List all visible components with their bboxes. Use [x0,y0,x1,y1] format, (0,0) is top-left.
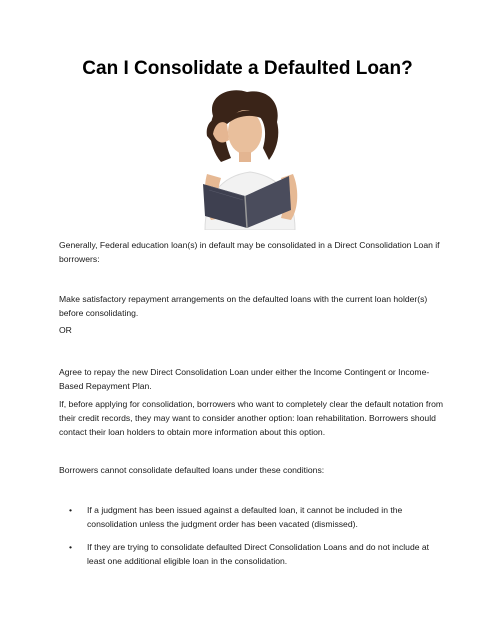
option-repayment-paragraph: Make satisfactory repayment arrangements on the defaulted loans with the current loan holder(s) before consolidating. [59,294,428,318]
option-income-plan-paragraph: Agree to repay the new Direct Consolidation Loan under either the Income Contingent or Income-Based Repayment Plan. [59,367,430,391]
list-item [59,540,449,568]
bullet-icon: • [69,542,73,552]
list-item [59,503,449,531]
photo-student-reading-binder [185,88,315,230]
bullet-icon: • [69,505,73,515]
conditions-list [59,503,449,577]
intro-paragraph: Generally, Federal education loan(s) in default may be consolidated in a Direct Consolidation Loan if borrowers: [59,240,440,264]
rehabilitation-paragraph: If, before applying for consolidation, borrowers who want to completely clear the default notation from their credit records, they may want to consider another option: loan rehabilitation. Borrowers should contact their loan holders to obtain more information about this option. [59,399,444,437]
page-title: Can I Consolidate a Defaulted Loan? [82,58,413,79]
conditions-intro-paragraph: Borrowers cannot consolidate defaulted loans under these conditions: [59,465,325,475]
or-separator: OR [59,325,72,335]
list-item-text: If a judgment has been issued against a defaulted loan, it cannot be included in the consolidation unless the judgment order has been vacated (dismissed). [87,505,403,529]
list-item-text: If they are trying to consolidate defaulted Direct Consolidation Loans and do not include at least one additional eligible loan in the consolidation. [87,542,430,566]
